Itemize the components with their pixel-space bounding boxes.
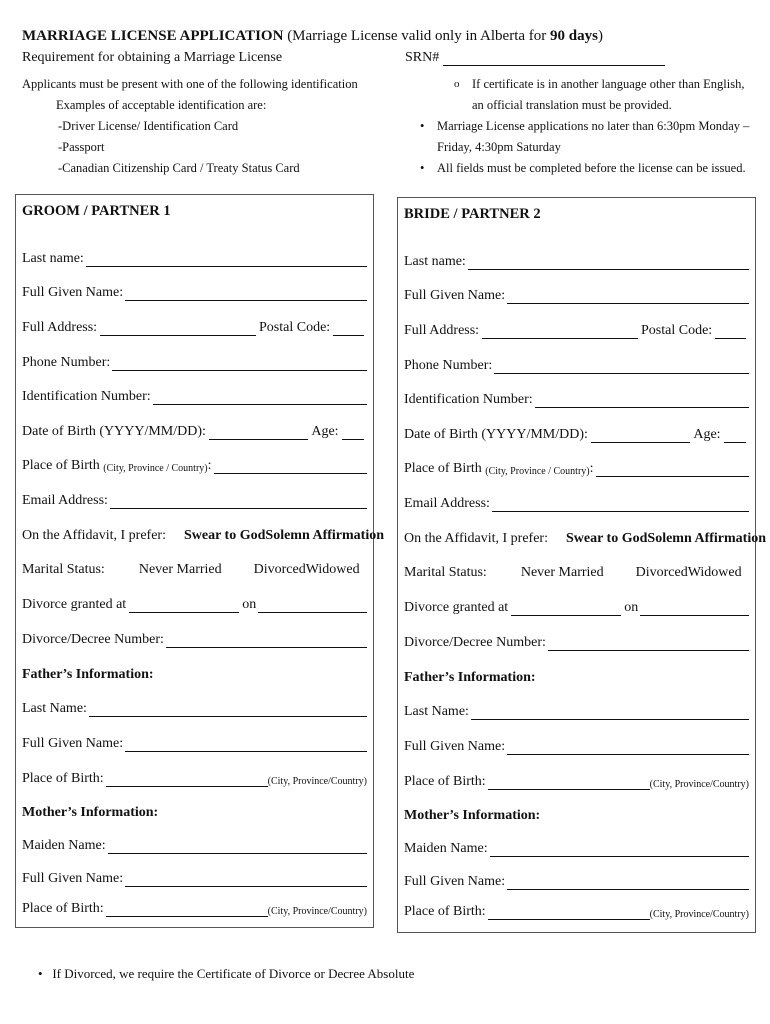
groom-affidavit[interactable]: [22, 528, 385, 544]
label: Place of Birth:: [22, 901, 104, 916]
srn-label: SRN#: [405, 50, 440, 65]
label: Identification Number:: [404, 392, 533, 407]
bride-mother-heading: [404, 808, 749, 824]
requirement-heading: Requirement for obtaining a Marriage License: [22, 50, 283, 65]
label: Father’s Information:: [404, 670, 536, 685]
option-never-married[interactable]: Never Married: [138, 562, 222, 577]
label: Phone Number:: [22, 355, 111, 370]
groom-address[interactable]: [22, 320, 367, 336]
srn-field[interactable]: [405, 50, 665, 66]
bride-affidavit[interactable]: [404, 531, 767, 547]
bride-id-number[interactable]: [404, 392, 749, 408]
groom-pob[interactable]: [22, 458, 367, 474]
title-end: ): [597, 28, 603, 44]
note-translation: [420, 74, 750, 116]
groom-email[interactable]: [22, 493, 367, 509]
label: Father’s Information:: [22, 667, 154, 682]
label: Place of Birth: [404, 461, 482, 476]
bullet-icon: •: [420, 119, 425, 133]
label: Last Name:: [22, 701, 87, 716]
bullet-icon: •: [420, 161, 425, 175]
label: on: [624, 600, 639, 615]
bride-pob[interactable]: [404, 461, 749, 477]
label: Full Address:: [404, 323, 480, 338]
label: Divorce granted at: [404, 600, 509, 615]
label: Maiden Name:: [404, 841, 488, 856]
label: Full Given Name:: [22, 736, 124, 751]
bride-given-name[interactable]: [404, 288, 749, 304]
groom-decree[interactable]: [22, 632, 367, 648]
label: Postal Code:: [259, 320, 331, 335]
circle-bullet-icon: o: [454, 78, 460, 90]
label: Last name:: [404, 254, 466, 269]
label: Place of Birth:: [404, 774, 486, 789]
bride-panel: [397, 197, 767, 933]
bride-father-given-name[interactable]: [404, 739, 749, 755]
label: Email Address:: [22, 493, 108, 508]
groom-last-name[interactable]: [22, 251, 367, 267]
id-item: -Driver License/ Identification Card: [58, 119, 239, 133]
hint: (City, Province/Country): [267, 906, 367, 917]
label: Last Name:: [404, 704, 469, 719]
id-item: -Canadian Citizenship Card / Treaty Status Card: [58, 161, 300, 175]
note-fields-text: All fields must be completed before the license can be issued.: [437, 161, 746, 175]
bride-marital[interactable]: [404, 565, 749, 581]
groom-id-number[interactable]: [22, 389, 367, 405]
title-bold: MARRIAGE LICENSE APPLICATION: [22, 28, 284, 44]
bride-phone[interactable]: [404, 358, 749, 374]
note-fields: [420, 158, 750, 179]
hint: (City, Province/Country): [267, 776, 367, 787]
srn-line[interactable]: [443, 52, 665, 66]
option-swear[interactable]: Swear to God: [565, 531, 648, 546]
bride-last-name[interactable]: [404, 254, 749, 270]
bride-panel-title: BRIDE / PARTNER 2: [404, 206, 541, 222]
groom-divorce-granted[interactable]: [22, 597, 367, 613]
groom-dob[interactable]: [22, 424, 367, 440]
bride-mother-maiden[interactable]: [404, 841, 749, 857]
label: Date of Birth (YYYY/MM/DD):: [404, 427, 588, 442]
option-widowed[interactable]: Widowed: [687, 565, 742, 580]
hint: (City, Province/Country): [649, 909, 749, 920]
form-title: [22, 28, 603, 45]
label: Full Address:: [22, 320, 98, 335]
note-deadline: [420, 116, 750, 158]
label: Email Address:: [404, 496, 490, 511]
label: Identification Number:: [22, 389, 151, 404]
hint: (City, Province / Country): [103, 463, 208, 474]
label: On the Affidavit, I prefer:: [404, 531, 548, 546]
label: Age:: [311, 424, 339, 439]
hint: (City, Province/Country): [649, 779, 749, 790]
label: Divorce/Decree Number:: [22, 632, 164, 647]
divorce-note-text: If Divorced, we require the Certificate of Divorce or Decree Absolute: [52, 966, 415, 981]
bride-email[interactable]: [404, 496, 749, 512]
bullet-icon: •: [38, 966, 43, 981]
bride-decree[interactable]: [404, 635, 749, 651]
bride-mother-pob[interactable]: [404, 904, 749, 920]
option-swear[interactable]: Swear to God: [183, 528, 266, 543]
label: Postal Code:: [641, 323, 713, 338]
label: Place of Birth: [22, 458, 100, 473]
label: Full Given Name:: [22, 285, 124, 300]
identification-list: [22, 74, 358, 179]
label: Mother’s Information:: [404, 808, 541, 823]
label: Full Given Name:: [404, 288, 506, 303]
bride-mother-given-name[interactable]: [404, 874, 749, 890]
label: Full Given Name:: [22, 871, 124, 886]
option-solemn[interactable]: Solemn Affirmation: [265, 528, 385, 543]
groom-mother-maiden[interactable]: [22, 838, 367, 854]
groom-father-heading: [22, 667, 367, 683]
bride-father-heading: [404, 670, 749, 686]
label: Age:: [693, 427, 721, 442]
groom-panel-title: GROOM / PARTNER 1: [22, 203, 171, 219]
option-widowed[interactable]: Widowed: [305, 562, 360, 577]
note-translation-text: If certificate is in another language other than English, an official translation must be provided.: [472, 77, 745, 112]
id-item: -Passport: [58, 140, 105, 154]
option-divorced[interactable]: Divorced: [253, 562, 306, 577]
bride-father-pob[interactable]: [404, 774, 749, 790]
label: Last name:: [22, 251, 84, 266]
id-intro: Applicants must be present with one of the following identification: [22, 77, 358, 91]
id-examples: Examples of acceptable identification are:: [56, 98, 267, 112]
groom-mother-given-name[interactable]: [22, 871, 367, 887]
groom-marital[interactable]: [22, 562, 367, 578]
hint: (City, Province / Country): [485, 466, 590, 477]
option-solemn[interactable]: Solemn Affirmation: [647, 531, 767, 546]
option-divorced[interactable]: Divorced: [635, 565, 688, 580]
label: On the Affidavit, I prefer:: [22, 528, 166, 543]
label: Mother’s Information:: [22, 805, 159, 820]
groom-mother-heading: [22, 805, 367, 821]
label: :: [589, 461, 594, 476]
groom-father-given-name[interactable]: [22, 736, 367, 752]
groom-mother-pob[interactable]: [22, 901, 367, 917]
divorce-note: [38, 966, 414, 982]
label: Maiden Name:: [22, 838, 106, 853]
label: Date of Birth (YYYY/MM/DD):: [22, 424, 206, 439]
bride-divorce-granted[interactable]: [404, 600, 749, 616]
bride-dob[interactable]: [404, 427, 749, 443]
label: Place of Birth:: [22, 771, 104, 786]
note-deadline-text: Marriage License applications no later than 6:30pm Monday – Friday, 4:30pm Saturday: [437, 119, 750, 154]
bride-father-last-name[interactable]: [404, 704, 749, 720]
label: Divorce granted at: [22, 597, 127, 612]
groom-given-name[interactable]: [22, 285, 367, 301]
label: :: [207, 458, 212, 473]
groom-panel: [15, 194, 385, 928]
label: Marital Status:: [22, 562, 105, 577]
label: Place of Birth:: [404, 904, 486, 919]
bride-address[interactable]: [404, 323, 749, 339]
groom-father-last-name[interactable]: [22, 701, 367, 717]
label: Divorce/Decree Number:: [404, 635, 546, 650]
label: Marital Status:: [404, 565, 487, 580]
option-never-married[interactable]: Never Married: [520, 565, 604, 580]
groom-phone[interactable]: [22, 355, 367, 371]
title-rest: (Marriage License valid only in Alberta for: [283, 28, 551, 44]
label: Full Given Name:: [404, 739, 506, 754]
title-days: 90 days: [550, 28, 598, 44]
notes-list: [420, 74, 750, 179]
groom-father-pob[interactable]: [22, 771, 367, 787]
label: on: [242, 597, 257, 612]
label: Full Given Name:: [404, 874, 506, 889]
label: Phone Number:: [404, 358, 493, 373]
